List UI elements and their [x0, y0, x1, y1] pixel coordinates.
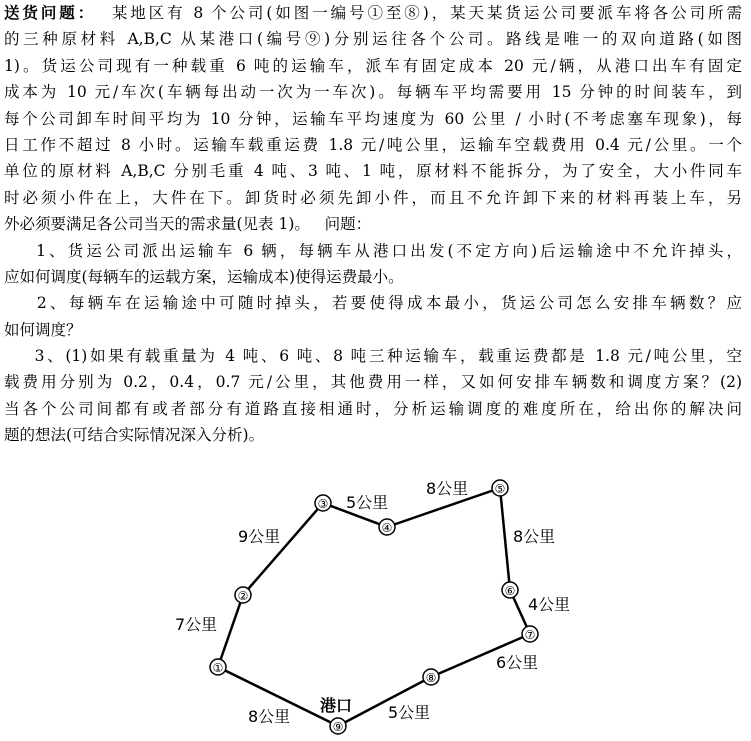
node-number: ⑧ [425, 671, 437, 685]
text-line-content: 某地区有 8 个公司(如图一编号①至⑧)，某天某货运公司要派车将各公司所需 [96, 4, 742, 22]
text-line-content: 载费用分别为 0.2，0.4，0.7 元/公里，其他费用一样，又如何安排车辆数和调度方案？(2) [4, 373, 742, 392]
port-label: 港口 [320, 696, 353, 715]
node-number: ⑥ [504, 584, 516, 598]
text-line-content: 的三种原材料 A,B,C 从某港口(编号⑨)分别运往各个公司。路线是唯一的双向道路(如图 [4, 30, 742, 49]
text-line-content: 外必须要满足各公司当天的需求量(见表 1)。 问题： [4, 215, 372, 234]
text-line-content: 成本为 10 元/车次(车辆每出动一次为一车次)。每辆车平均需要用 15 分钟的时间装车，到 [4, 83, 742, 102]
text-line-content: 1、货运公司派出运输车 6 辆，每辆车从港口出发(不定方向)后运输途中不允许掉头， [4, 241, 742, 260]
node-number: ② [237, 589, 249, 603]
node-5 [492, 480, 508, 496]
edge-distance-label: 6公里 [496, 653, 539, 672]
road-edge [218, 595, 243, 667]
text-line-content: 每个公司卸车时间平均为 10 分钟，运输车平均速度为 60 公里 / 小时(不考虑塞车现象)，每 [4, 109, 742, 128]
edge-distance-label: 4公里 [528, 595, 571, 614]
node-number: ① [212, 661, 224, 675]
text-line-content: 题的想法(可结合实际情况深入分析)。 [4, 426, 265, 445]
text-line-content: 如何调度？ [4, 320, 82, 339]
node-1 [210, 659, 226, 675]
node-number: ⑨ [332, 720, 344, 734]
edge-distance-label: 8公里 [426, 479, 469, 498]
node-4 [379, 519, 395, 535]
text-line-content: 当各个公司间都有或者部分有道路直接相通时，分析运输调度的难度所在，给出你的解决问 [4, 399, 742, 418]
text-line-content: 1)。货运公司现有一种载重 6 吨的运输车，派车有固定成本 20 元/辆，从港口出车有固定 [4, 56, 742, 75]
text-line-content: 2、每辆车在运输途中可随时掉头，若要使得成本最小，货运公司怎么安排车辆数？应 [4, 294, 742, 313]
edge-distance-label: 9公里 [238, 527, 281, 546]
text-line-content: 3、(1)如果有载重量为 4 吨、6 吨、8 吨三种运输车，载重运费都是 1.8 元/吨公里，空 [4, 347, 742, 366]
node-8 [423, 669, 439, 685]
text-line-content: 日工作不超过 8 小时。运输车载重运费 1.8 元/吨公里，运输车空载费用 0.4 元/公里。一个 [4, 135, 742, 154]
edge-distance-label: 8公里 [513, 527, 556, 546]
edge-distance-label: 8公里 [248, 707, 291, 726]
node-7 [522, 626, 538, 642]
text-line-content: 单位的原材料 A,B,C 分别毛重 4 吨、3 吨、1 吨，原材料不能拆分，为了安全，大小件同车 [4, 162, 742, 181]
node-number: ④ [381, 521, 393, 535]
road-edge [500, 488, 510, 590]
node-9 [330, 718, 346, 734]
text-line-content: 时必须小件在上，大件在下。卸货时必须先卸小件，而且不允许卸下来的材料再装上车，另 [4, 188, 742, 207]
edge-distance-label: 5公里 [388, 703, 431, 722]
text-line-content: 应如何调度(每辆车的运载方案，运输成本)使得运费最小。 [4, 267, 404, 286]
node-number: ③ [317, 497, 329, 511]
problem-title: 送货问题： [4, 3, 97, 22]
node-3 [315, 495, 331, 511]
node-number: ⑦ [524, 628, 536, 642]
node-6 [502, 582, 518, 598]
node-number: ⑤ [494, 482, 506, 496]
node-2 [235, 587, 251, 603]
road-edge [243, 503, 323, 595]
edge-distance-label: 5公里 [346, 493, 389, 512]
edge-distance-label: 7公里 [175, 615, 218, 634]
